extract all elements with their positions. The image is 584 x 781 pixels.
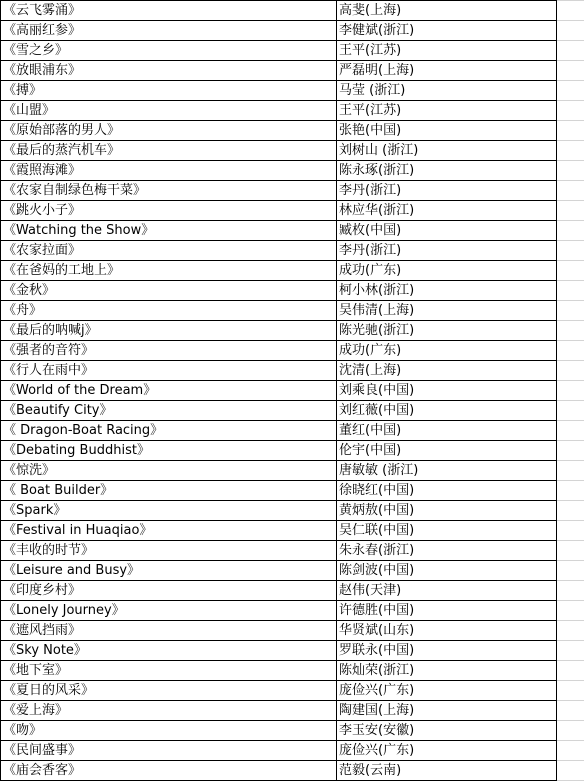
title-cell[interactable]: 《印度乡村》: [1, 581, 337, 601]
author-cell[interactable]: 华贤斌(山东): [337, 621, 557, 641]
table-row: [1, 721, 584, 741]
title-cell[interactable]: 《最后的呐喊j》: [1, 321, 337, 341]
empty-cell[interactable]: [557, 261, 584, 281]
table-row: [1, 181, 584, 201]
author-cell[interactable]: 赵伟(天津): [337, 581, 557, 601]
title-cell[interactable]: 《Beautify City》: [1, 401, 337, 421]
title-cell[interactable]: 《放眼浦东》: [1, 61, 337, 81]
empty-cell[interactable]: [557, 661, 584, 681]
table-row: [1, 581, 584, 601]
author-cell[interactable]: 严磊明(上海): [337, 61, 557, 81]
author-cell[interactable]: 陈永琢(浙江): [337, 161, 557, 181]
author-cell[interactable]: 成功(广东): [337, 341, 557, 361]
table-row: [1, 301, 584, 321]
table-row: [1, 121, 584, 141]
empty-cell[interactable]: [557, 741, 584, 761]
empty-cell[interactable]: [557, 281, 584, 301]
table-row: [1, 321, 584, 341]
author-cell[interactable]: 刘红薇(中国): [337, 401, 557, 421]
author-cell[interactable]: 唐敏敏 (浙江): [337, 461, 557, 481]
author-cell[interactable]: 许德胜(中国): [337, 601, 557, 621]
empty-cell[interactable]: [557, 221, 584, 241]
author-cell[interactable]: 陶建国(上海): [337, 701, 557, 721]
table-row: [1, 701, 584, 721]
author-cell[interactable]: 张艳(中国): [337, 121, 557, 141]
table-row: [1, 481, 584, 501]
author-cell[interactable]: 董红(中国): [337, 421, 557, 441]
empty-cell[interactable]: [557, 401, 584, 421]
table-row: [1, 341, 584, 361]
title-cell[interactable]: 《原始部落的男人》: [1, 121, 337, 141]
empty-cell[interactable]: [557, 581, 584, 601]
author-cell[interactable]: 柯小林(浙江): [337, 281, 557, 301]
title-cell[interactable]: 《山盟》: [1, 101, 337, 121]
table-row: [1, 201, 584, 221]
empty-cell[interactable]: [557, 641, 584, 661]
table-row: [1, 401, 584, 421]
author-cell[interactable]: 陈灿荣(浙江): [337, 661, 557, 681]
table-row: [1, 261, 584, 281]
empty-cell[interactable]: [557, 101, 584, 121]
title-cell[interactable]: 《 Dragon-Boat Racing》: [1, 421, 337, 441]
title-cell[interactable]: 《霞照海滩》: [1, 161, 337, 181]
empty-cell[interactable]: [557, 21, 584, 41]
table-row: [1, 41, 584, 61]
table-row: [1, 141, 584, 161]
author-cell[interactable]: 李玉安(安徽): [337, 721, 557, 741]
title-cell[interactable]: 《跳火小子》: [1, 201, 337, 221]
empty-cell[interactable]: [557, 201, 584, 221]
title-cell[interactable]: 《强者的音符》: [1, 341, 337, 361]
title-cell[interactable]: 《遮风挡雨》: [1, 621, 337, 641]
table-row: [1, 761, 584, 781]
title-cell[interactable]: 《吻》: [1, 721, 337, 741]
author-cell[interactable]: 徐晓红(中国): [337, 481, 557, 501]
table-row: [1, 61, 584, 81]
title-cell[interactable]: 《Debating Buddhist》: [1, 441, 337, 461]
table-row: [1, 1, 584, 21]
table-row: [1, 441, 584, 461]
author-cell[interactable]: 吴伟清(上海): [337, 301, 557, 321]
table-row: [1, 561, 584, 581]
empty-cell[interactable]: [557, 461, 584, 481]
title-cell[interactable]: 《 Boat Builder》: [1, 481, 337, 501]
empty-cell[interactable]: [557, 181, 584, 201]
empty-cell[interactable]: [557, 1, 584, 21]
empty-cell[interactable]: [557, 361, 584, 381]
table-row: [1, 221, 584, 241]
author-cell[interactable]: 黄炳敖(中国): [337, 501, 557, 521]
empty-cell[interactable]: [557, 241, 584, 261]
empty-cell[interactable]: [557, 321, 584, 341]
table-row: [1, 161, 584, 181]
title-cell[interactable]: 《在爸妈的工地上》: [1, 261, 337, 281]
empty-cell[interactable]: [557, 301, 584, 321]
table-row: [1, 421, 584, 441]
title-cell[interactable]: 《Lonely Journey》: [1, 601, 337, 621]
empty-cell[interactable]: [557, 761, 584, 781]
table-row: [1, 661, 584, 681]
title-cell[interactable]: 《高丽红参》: [1, 21, 337, 41]
title-cell[interactable]: 《Sky Note》: [1, 641, 337, 661]
empty-cell[interactable]: [557, 421, 584, 441]
author-cell[interactable]: 庞俭兴(广东): [337, 681, 557, 701]
author-cell[interactable]: 刘乘良(中国): [337, 381, 557, 401]
table-row: [1, 741, 584, 761]
table-row: [1, 641, 584, 661]
author-cell[interactable]: 庞俭兴(广东): [337, 741, 557, 761]
author-cell[interactable]: 吴仁联(中国): [337, 521, 557, 541]
author-cell[interactable]: 李健斌(浙江): [337, 21, 557, 41]
title-cell[interactable]: 《夏日的风采》: [1, 681, 337, 701]
table-row: [1, 381, 584, 401]
table-row: [1, 241, 584, 261]
table-row: [1, 621, 584, 641]
table-row: [1, 21, 584, 41]
table-row: [1, 601, 584, 621]
empty-cell[interactable]: [557, 561, 584, 581]
title-cell[interactable]: 《最后的蒸汽机车》: [1, 141, 337, 161]
table-row: [1, 501, 584, 521]
author-cell[interactable]: 高斐(上海): [337, 1, 557, 21]
empty-cell[interactable]: [557, 161, 584, 181]
table-row: [1, 541, 584, 561]
title-cell[interactable]: 《舟》: [1, 301, 337, 321]
title-cell[interactable]: 《行人在雨中》: [1, 361, 337, 381]
empty-cell[interactable]: [557, 701, 584, 721]
title-cell[interactable]: 《World of the Dream》: [1, 381, 337, 401]
empty-cell[interactable]: [557, 61, 584, 81]
empty-cell[interactable]: [557, 521, 584, 541]
empty-cell[interactable]: [557, 41, 584, 61]
title-cell[interactable]: 《农家拉面》: [1, 241, 337, 261]
empty-cell[interactable]: [557, 601, 584, 621]
author-cell[interactable]: 陈剑波(中国): [337, 561, 557, 581]
title-cell[interactable]: 《民间盛事》: [1, 741, 337, 761]
empty-cell[interactable]: [557, 721, 584, 741]
author-cell[interactable]: 臧枚(中国): [337, 221, 557, 241]
title-cell[interactable]: 《金秋》: [1, 281, 337, 301]
author-cell[interactable]: 范毅(云南): [337, 761, 557, 781]
title-cell[interactable]: 《Watching the Show》: [1, 221, 337, 241]
author-cell[interactable]: 王平(江苏): [337, 101, 557, 121]
title-cell[interactable]: 《云飞雾涌》: [1, 1, 337, 21]
empty-cell[interactable]: [557, 621, 584, 641]
empty-cell[interactable]: [557, 381, 584, 401]
author-cell[interactable]: 李丹(浙江): [337, 181, 557, 201]
table-row: [1, 521, 584, 541]
empty-cell[interactable]: [557, 481, 584, 501]
table-row: [1, 281, 584, 301]
author-cell[interactable]: 马莹 (浙江): [337, 81, 557, 101]
author-cell[interactable]: 陈光驰(浙江): [337, 321, 557, 341]
author-cell[interactable]: 林应华(浙江): [337, 201, 557, 221]
empty-cell[interactable]: [557, 441, 584, 461]
author-cell[interactable]: 王平(江苏): [337, 41, 557, 61]
author-cell[interactable]: 沈清(上海): [337, 361, 557, 381]
empty-cell[interactable]: [557, 341, 584, 361]
author-cell[interactable]: 刘树山 (浙江): [337, 141, 557, 161]
author-cell[interactable]: 伦宇(中国): [337, 441, 557, 461]
title-cell[interactable]: 《农家自制绿色梅干菜》: [1, 181, 337, 201]
title-cell[interactable]: 《惊洗》: [1, 461, 337, 481]
empty-cell[interactable]: [557, 541, 584, 561]
table-row: [1, 361, 584, 381]
title-cell[interactable]: 《庙会香客》: [1, 761, 337, 781]
title-cell[interactable]: 《Leisure and Busy》: [1, 561, 337, 581]
empty-cell[interactable]: [557, 501, 584, 521]
empty-cell[interactable]: [557, 141, 584, 161]
empty-cell[interactable]: [557, 681, 584, 701]
empty-cell[interactable]: [557, 81, 584, 101]
table-body: [1, 1, 584, 781]
table-row: [1, 81, 584, 101]
table-row: [1, 461, 584, 481]
title-cell[interactable]: 《丰收的时节》: [1, 541, 337, 561]
author-cell[interactable]: 李丹(浙江): [337, 241, 557, 261]
title-cell[interactable]: 《雪之乡》: [1, 41, 337, 61]
title-cell[interactable]: 《Festival in Huaqiao》: [1, 521, 337, 541]
table-row: [1, 681, 584, 701]
title-cell[interactable]: 《搏》: [1, 81, 337, 101]
table-row: [1, 101, 584, 121]
title-cell[interactable]: 《地下室》: [1, 661, 337, 681]
empty-cell[interactable]: [557, 121, 584, 141]
author-cell[interactable]: 朱永春(浙江): [337, 541, 557, 561]
author-cell[interactable]: 成功(广东): [337, 261, 557, 281]
title-cell[interactable]: 《爱上海》: [1, 701, 337, 721]
author-cell[interactable]: 罗联永(中国): [337, 641, 557, 661]
title-cell[interactable]: 《Spark》: [1, 501, 337, 521]
